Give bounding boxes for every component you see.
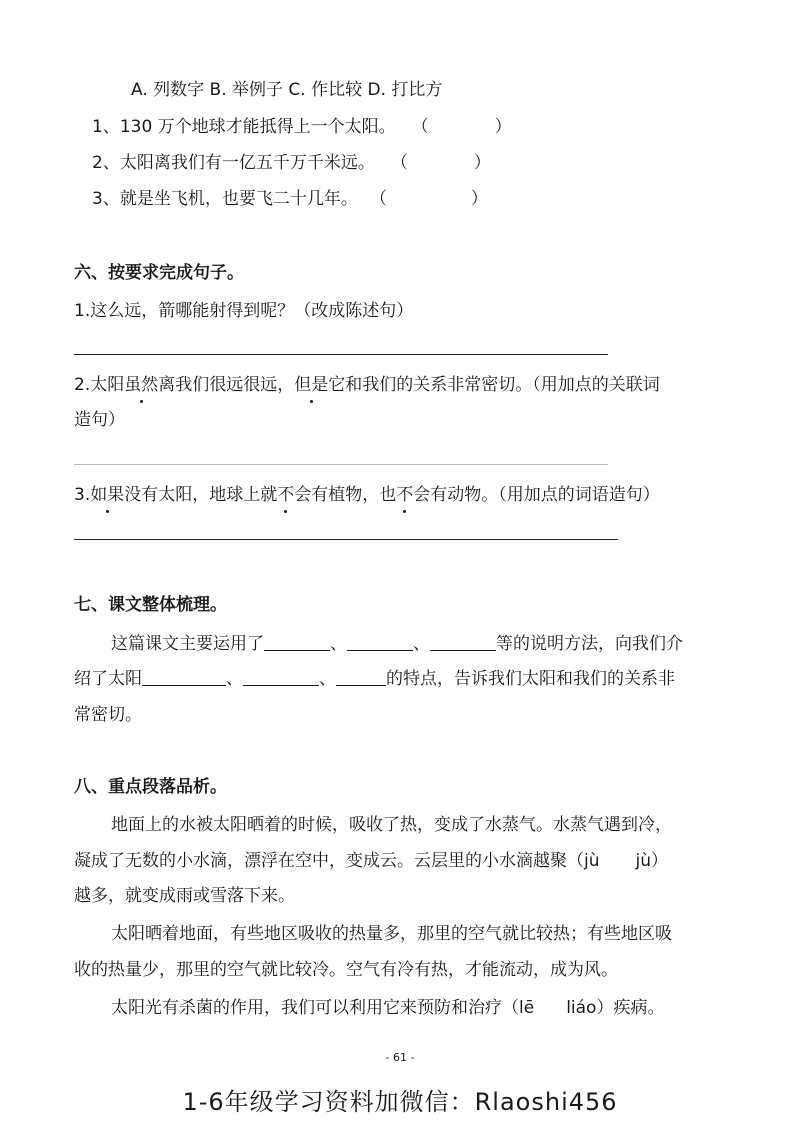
s7-line-3: 常密切。 xyxy=(74,705,142,725)
dotted-word-danshi: 但是 xyxy=(294,375,329,395)
section-6-title: 六、按要求完成句子。 xyxy=(74,263,244,283)
q5-item-2 xyxy=(92,151,491,175)
fill-blank-feature-2[interactable] xyxy=(243,668,319,686)
answer-paren-open: （ xyxy=(411,117,429,137)
fill-blank-feature-1[interactable] xyxy=(142,668,226,686)
answer-paren-open: （ xyxy=(390,153,408,173)
page-number: - 61 - xyxy=(385,1051,415,1064)
footer-banner: 1-6年级学习资料加微信：Rlaoshi456 xyxy=(182,1088,618,1116)
fill-blank-method-3[interactable] xyxy=(430,633,496,651)
s8-para-2-line-1: 太阳晒着地面，有些地区吸收的热量多，那里的空气就比较热；有些地区吸 xyxy=(111,924,672,944)
section-7-title: 七、课文整体梳理。 xyxy=(74,595,227,615)
s8-para-2-line-2: 收的热量少，那里的空气就比较冷。空气有冷有热，才能流动，成为风。 xyxy=(74,960,618,980)
q3-prefix: 3. xyxy=(74,485,91,505)
dotted-word-jiubuhui: 就不会 xyxy=(260,485,312,505)
s8-para-3 xyxy=(111,996,664,1020)
q2-prefix: 2.太阳 xyxy=(74,375,125,395)
s6-question-3 xyxy=(74,483,660,507)
s6-question-2-cont: 造句） xyxy=(74,410,125,430)
separator: 、 xyxy=(319,669,336,689)
answer-paren-close: ） xyxy=(470,189,488,209)
q3-mid1: 没有太阳，地球上 xyxy=(124,485,261,505)
fill-blank-method-2[interactable] xyxy=(347,633,413,651)
s7-line-1 xyxy=(111,632,683,656)
s8-para-3-text: 太阳光有杀菌的作用，我们可以利用它来预防和治疗（lē xyxy=(111,998,535,1018)
s8-para-1-line-1: 地面上的水被太阳晒着的时候，吸收了热，变成了水蒸气。水蒸气遇到冷， xyxy=(111,815,672,835)
answer-paren-open: （ xyxy=(369,189,387,209)
dotted-word-yebuhui: 也不会 xyxy=(379,485,431,505)
s6-question-1: 1.这么远，箭哪能射得到呢？（改成陈述句） xyxy=(74,301,414,321)
choice-options: A. 列数字 B. 举例子 C. 作比较 D. 打比方 xyxy=(131,80,443,100)
dotted-word-ruguo: 如果 xyxy=(90,485,125,505)
section-8-title: 八、重点段落品析。 xyxy=(74,777,227,797)
separator: 、 xyxy=(413,634,430,654)
separator: 、 xyxy=(226,669,243,689)
q5-item-3-text: 3、就是坐飞机，也要飞二十几年。 xyxy=(92,189,358,209)
answer-paren-close: ） xyxy=(494,117,512,137)
separator: 、 xyxy=(330,634,347,654)
dotted-word-suiran: 虽然 xyxy=(124,375,159,395)
s7-line-2 xyxy=(74,667,675,691)
s6-answer-line-3[interactable] xyxy=(74,539,618,540)
q3-mid2: 有植物， xyxy=(311,485,380,505)
q5-item-1 xyxy=(92,115,512,139)
s6-question-2 xyxy=(74,373,660,397)
pinyin-option-2[interactable]: jù） xyxy=(635,851,668,871)
fill-blank-feature-3[interactable] xyxy=(336,668,386,686)
q2-mid: 离我们很远很远， xyxy=(158,375,295,395)
s8-para-1-line-2 xyxy=(74,849,668,873)
s7-line-1-start: 这篇课文主要运用了 xyxy=(111,634,264,654)
q5-item-1-text: 1、130 万个地球才能抵得上一个太阳。 xyxy=(92,117,396,137)
s6-answer-line-2[interactable] xyxy=(74,464,608,465)
q5-item-2-text: 2、太阳离我们有一亿五千万千米远。 xyxy=(92,153,375,173)
q3-suffix: 有动物。（用加点的词语造句） xyxy=(430,485,660,505)
s8-para-1-line-2-text: 凝成了无数的小水滴，漂浮在空中，变成云。云层里的小水滴越聚（jù xyxy=(74,851,600,871)
s6-answer-line-1[interactable] xyxy=(74,354,608,355)
s7-line-2-start: 绍了太阳 xyxy=(74,669,142,689)
s7-line-1-end: 等的说明方法，向我们介 xyxy=(496,634,683,654)
pinyin-option-2-liao[interactable]: liáo）疾病。 xyxy=(566,998,665,1018)
s7-line-2-end: 的特点，告诉我们太阳和我们的关系非 xyxy=(386,669,675,689)
q2-suffix: 它和我们的关系非常密切。（用加点的关联词 xyxy=(328,375,660,395)
answer-paren-close: ） xyxy=(473,153,491,173)
fill-blank-method-1[interactable] xyxy=(264,633,330,651)
s8-para-1-line-3: 越多，就变成雨或雪落下来。 xyxy=(74,886,295,906)
q5-item-3 xyxy=(92,187,488,211)
